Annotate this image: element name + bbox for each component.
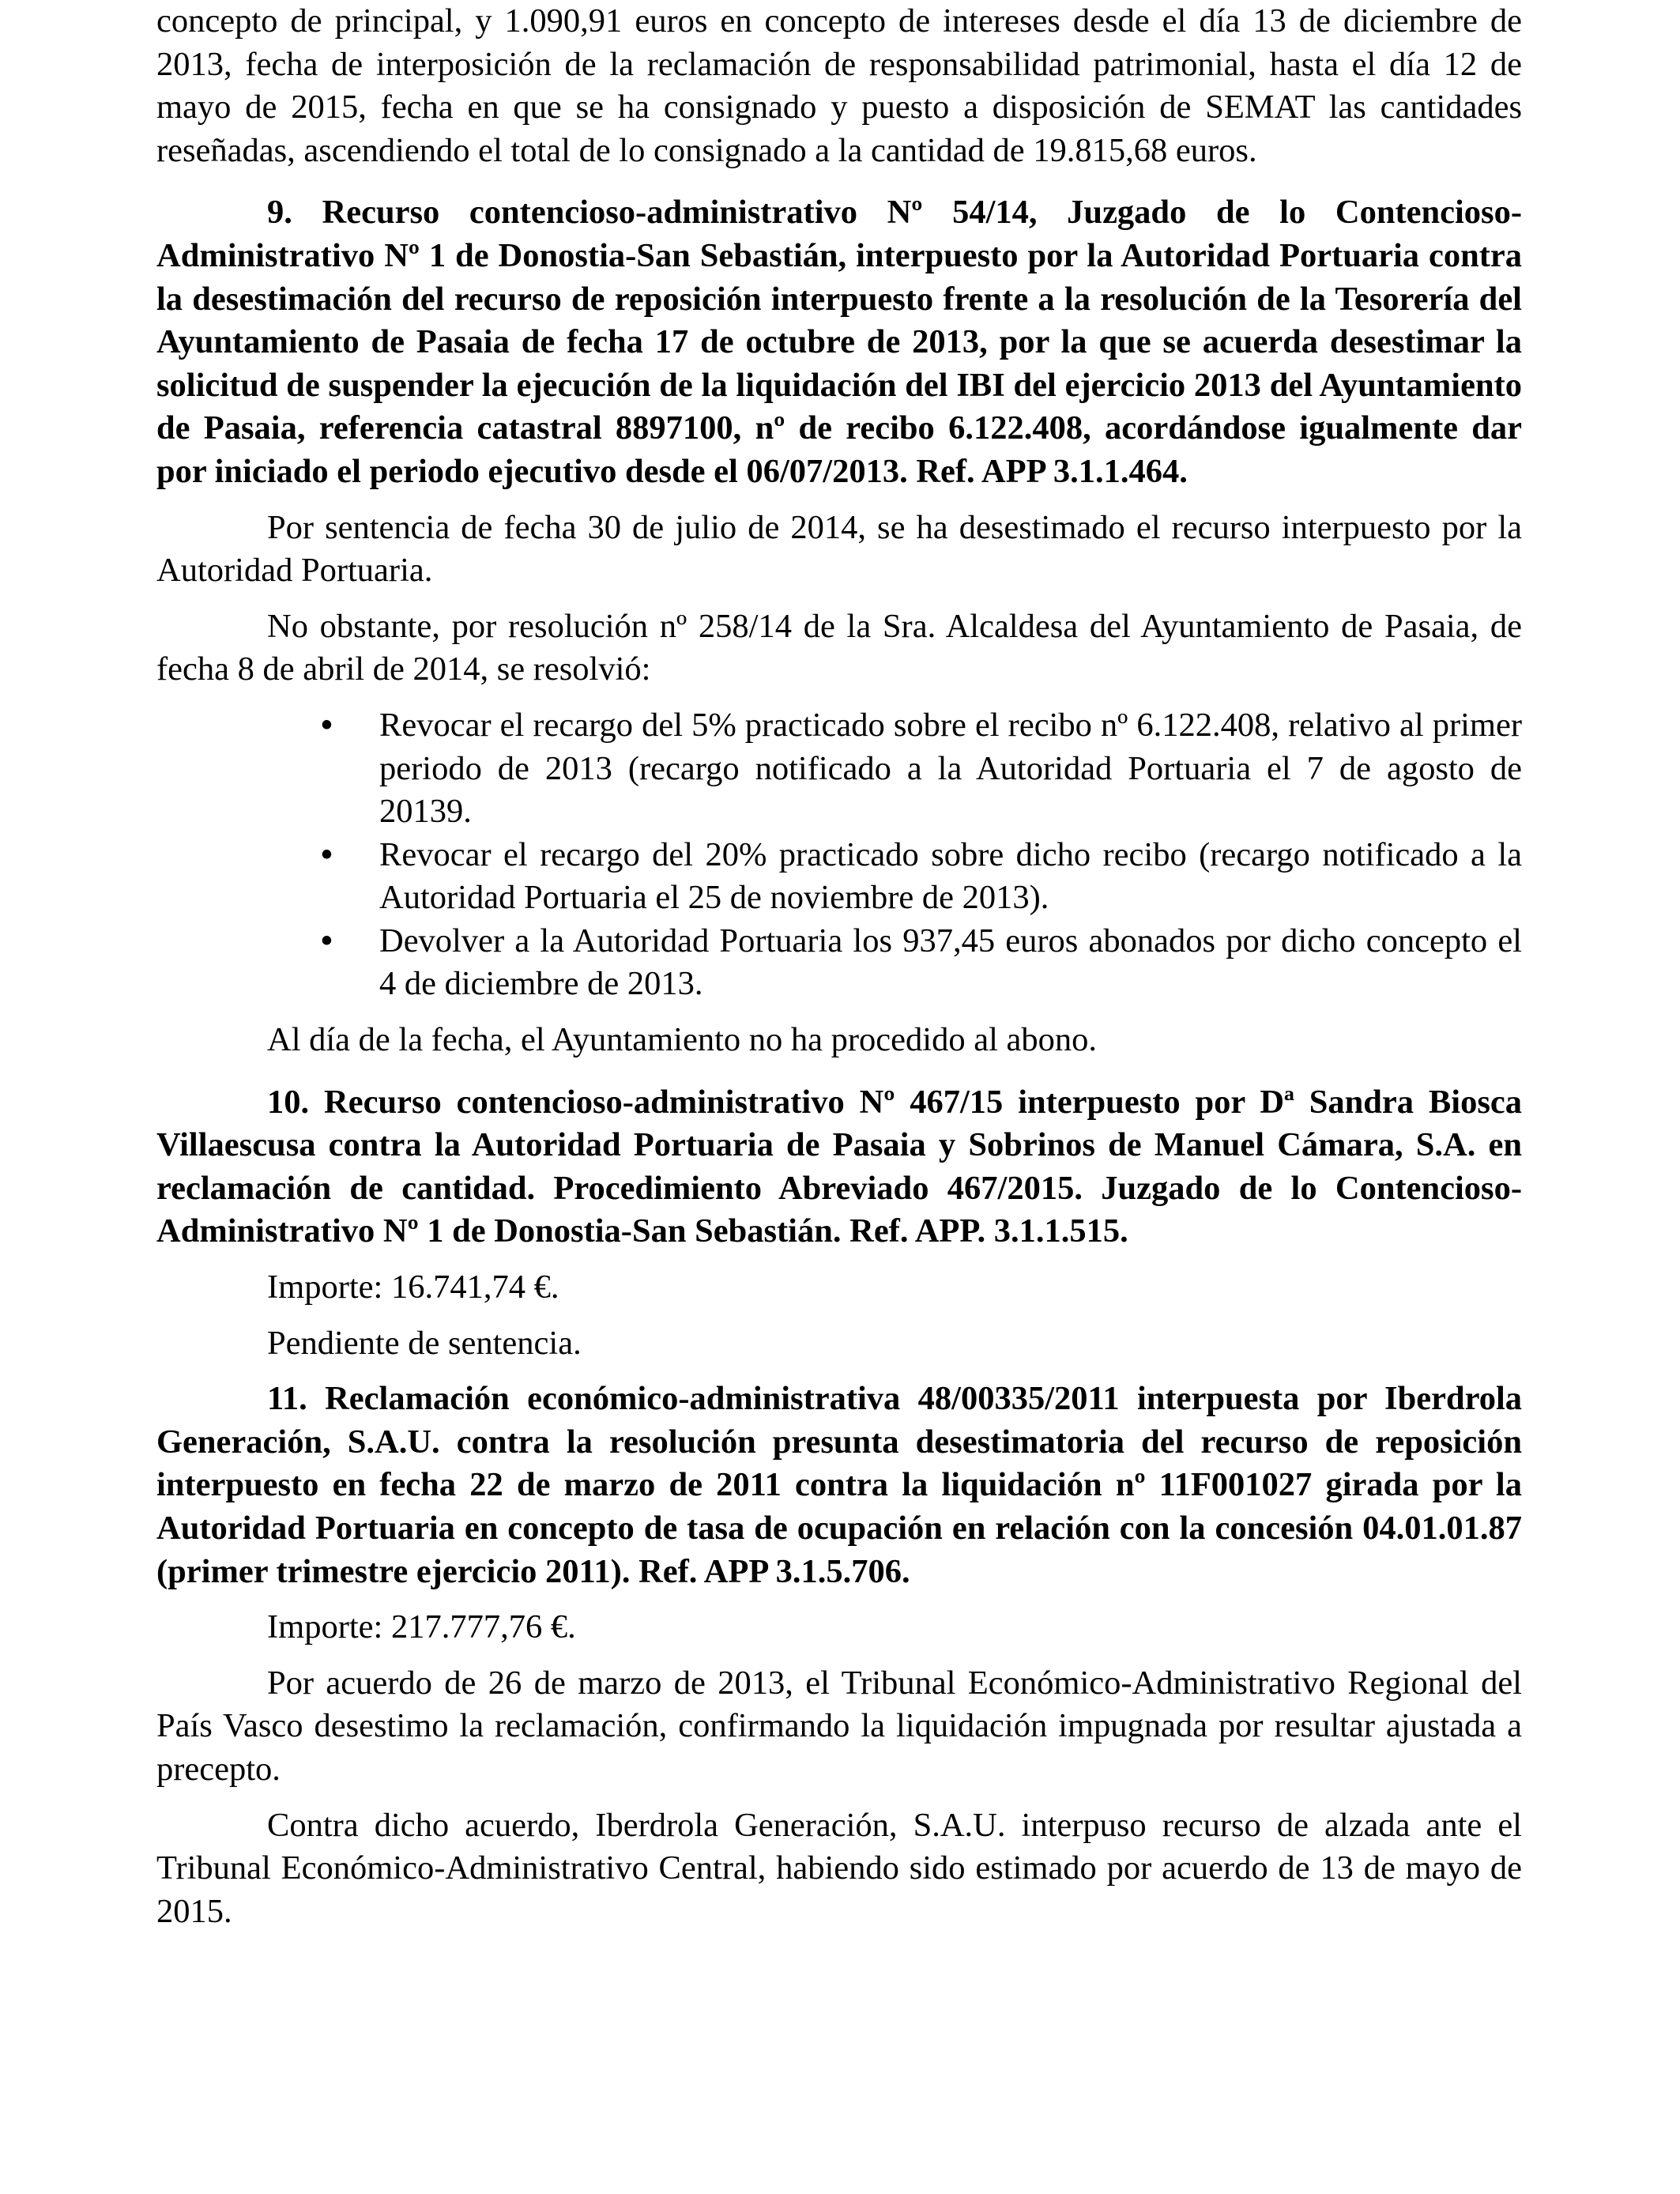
item-9-bullet-list [156,704,1522,1006]
continuation-paragraph: concepto de principal, y 1.090,91 euros en concepto de intereses desde el día 13 de diciembre de 2013, fecha de interposición de la reclamación de responsabilidad patrimonial, hasta el día 12 de mayo de 2015, fecha en que se ha consignado y puesto a disposición de SEMAT las cantidades reseñadas, ascendiendo el total de lo consignado a la cantidad de 19.815,68 euros. [156,2,1522,169]
item-11-importe: Importe: 217.777,76 €. [267,1608,576,1646]
item-11-paragraph-alzada: Contra dicho acuerdo, Iberdrola Generación, S.A.U. interpuso recurso de alzada ante el Tribunal Económico-Administrativo Central, habiendo sido estimado por acuerdo de 13 de mayo de 2015. [156,1806,1522,1930]
list-item-text: Revocar el recargo del 20% practicado sobre dicho recibo (recargo notificado a la Autoridad Portuaria el 25 de noviembre de 2013). [379,835,1522,917]
item-10-status: Pendiente de sentencia. [267,1324,582,1362]
list-item [321,704,1522,834]
item-11-heading: 11. Reclamación económico-administrativa 48/00335/2011 interpuesta por Iberdrola Generación, S.A.U. contra la resolución presunta desestimatoria del recurso de reposición interpuesto en fecha 22 de marzo de 2011 contra la liquidación nº 11F001027 girada por la Autoridad Portuaria en concepto de tasa de ocupación en relación con la concesión 04.01.01.87 (primer trimestre ejercicio 2011). Ref. APP 3.1.5.706. [156,1380,1522,1590]
bullet-icon: • [321,706,333,744]
bullet-icon: • [321,922,333,959]
item-10-importe: Importe: 16.741,74 €. [267,1269,559,1306]
item-10-heading: 10. Recurso contencioso-administrativo Nº 467/15 interpuesto por Dª Sandra Biosca Villaescusa contra la Autoridad Portuaria de Pasaia y Sobrinos de Manuel Cámara, S.A. en reclamación de cantidad. Procedimiento Abreviado 467/2015. Juzgado de lo Contencioso-Administrativo Nº 1 de Donostia-San Sebastián. Ref. APP. 3.1.1.515. [156,1083,1522,1250]
item-9-paragraph-status: Al día de la fecha, el Ayuntamiento no ha procedido al abono. [267,1021,1097,1059]
item-11-paragraph-tribunal: Por acuerdo de 26 de marzo de 2013, el Tribunal Económico-Administrativo Regional del País Vasco desestimo la reclamación, confirmando la liquidación impugnada por resultar ajustada a precepto. [156,1664,1522,1788]
item-9-heading: 9. Recurso contencioso-administrativo Nº 54/14, Juzgado de lo Contencioso-Administrativo Nº 1 de Donostia-San Sebastián, interpuesto por la Autoridad Portuaria contra la desestimación del recurso de reposición interpuesto frente a la resolución de la Tesorería del Ayuntamiento de Pasaia de fecha 17 de octubre de 2013, por la que se acuerda desestimar la solicitud de suspender la ejecución de la liquidación del IBI del ejercicio 2013 del Ayuntamiento de Pasaia, referencia catastral 8897100, nº de recibo 6.122.408, acordándose igualmente dar por iniciado el periodo ejecutivo desde el 06/07/2013. Ref. APP 3.1.1.464. [156,194,1522,490]
list-item [321,834,1522,920]
list-item-text: Devolver a la Autoridad Portuaria los 937,45 euros abonados por dicho concepto el 4 de diciembre de 2013. [379,922,1522,1003]
item-9-paragraph-resolution: No obstante, por resolución nº 258/14 de la Sra. Alcaldesa del Ayuntamiento de Pasaia, de fecha 8 de abril de 2014, se resolvió: [156,607,1522,688]
list-item-text: Revocar el recargo del 5% practicado sobre el recibo nº 6.122.408, relativo al primer periodo de 2013 (recargo notificado a la Autoridad Portuaria el 7 de agosto de 20139. [379,706,1522,831]
document-page [156,0,1522,1933]
list-item [321,920,1522,1006]
bullet-icon: • [321,835,333,873]
item-9-paragraph-sentence: Por sentencia de fecha 30 de julio de 2014, se ha desestimado el recurso interpuesto por la Autoridad Portuaria. [156,508,1522,590]
